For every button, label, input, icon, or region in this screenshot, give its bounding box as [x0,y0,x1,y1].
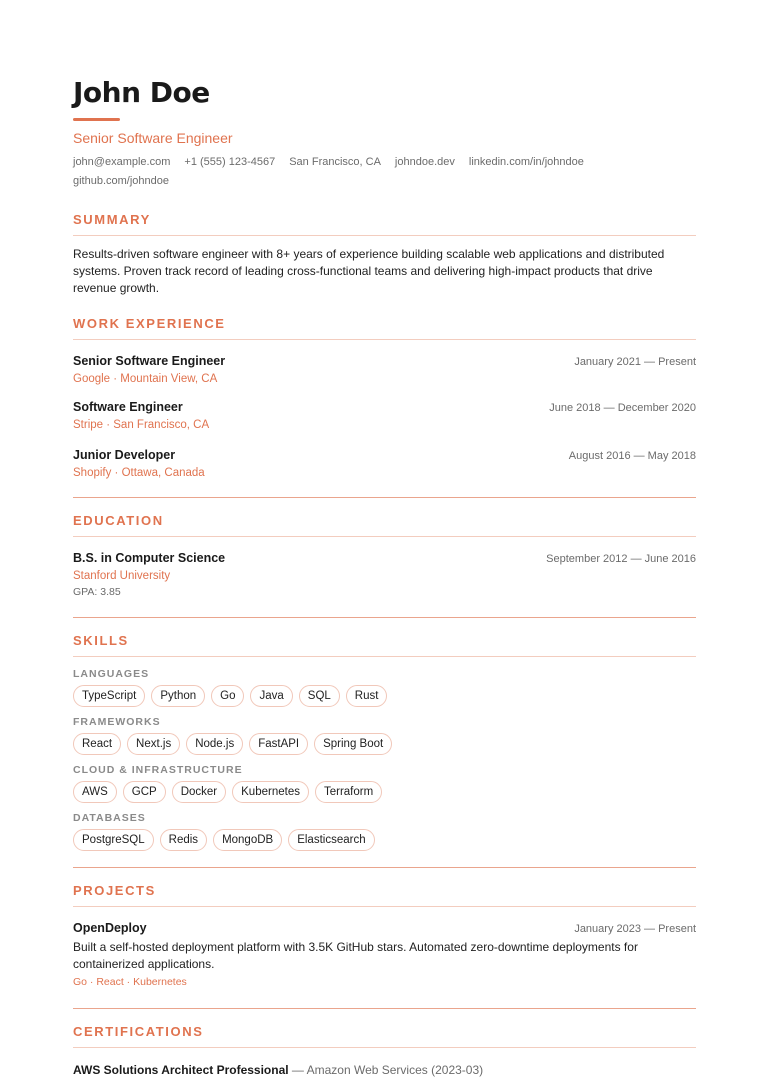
project-tech-stack: Go · React · Kubernetes [73,976,187,988]
skill-group-frameworks [73,715,696,755]
projects-section [73,867,696,990]
summary-section [73,211,696,297]
skill-group-label: LANGUAGES [73,668,150,680]
candidate-title: Senior Software Engineer [73,130,233,146]
experience-entry [73,398,696,434]
skill-chip: Node.js [186,733,243,755]
contact-phone: +1 (555) 123-4567 [184,156,276,168]
skill-chip: Elasticsearch [288,829,374,851]
certification-issuer: — Amazon Web Services (2023-03) [288,1063,484,1077]
skill-chip: TypeScript [73,685,145,707]
project-title: OpenDeploy [73,921,147,935]
summary-text: Results-driven software engineer with 8+ years of experience building scalable web applications and distributed systems. Proven track record of leading cross-functional teams and delivering high-impact products that drive revenue growth. [73,247,665,295]
skills-section [73,617,696,851]
skill-group-databases [73,811,696,851]
skill-chip: AWS [73,781,117,803]
skill-chip: MongoDB [213,829,282,851]
work-experience-section [73,315,696,482]
skill-chip: Rust [346,685,388,707]
skill-group-cloud [73,763,696,803]
skill-group-label: CLOUD & INFRASTRUCTURE [73,764,243,776]
school-name: Stanford University [73,570,171,582]
contact-location: San Francisco, CA [289,156,381,168]
skill-chip: Java [250,685,292,707]
job-dates: June 2018 — December 2020 [549,402,696,414]
contact-github[interactable]: github.com/johndoe [73,175,170,187]
job-company: Google · Mountain View, CA [73,373,218,385]
education-dates: September 2012 — June 2016 [546,553,696,565]
skill-chip: Next.js [127,733,180,755]
skill-chip: Kubernetes [232,781,309,803]
skill-chip: GCP [123,781,166,803]
resume-page [73,76,696,1078]
job-title: Senior Software Engineer [73,354,226,368]
skill-chip-list [73,781,696,803]
education-section [73,497,696,599]
education-entry [73,549,696,599]
skill-chip: Docker [172,781,226,803]
project-description: Built a self-hosted deployment platform with 3.5K GitHub stars. Automated zero-downtime deployments for containerized applications. [73,940,638,971]
skill-chip: Python [151,685,205,707]
name-accent-bar [73,118,120,121]
section-heading: WORK EXPERIENCE [73,315,696,340]
certifications-section [73,1008,696,1078]
job-title: Software Engineer [73,400,183,414]
skill-group-label: FRAMEWORKS [73,716,161,728]
skill-chip: PostgreSQL [73,829,154,851]
job-dates: January 2021 — Present [574,356,696,368]
contact-info [73,153,696,191]
skill-chip-list [73,685,696,707]
skill-chip: Redis [160,829,207,851]
contact-website[interactable]: johndoe.dev [394,156,455,168]
project-entry [73,919,696,990]
job-dates: August 2016 — May 2018 [568,450,696,462]
skill-group-languages [73,667,696,707]
degree-title: B.S. in Computer Science [73,551,226,565]
experience-entry [73,446,696,482]
job-title: Junior Developer [73,448,176,462]
skill-chip: React [73,733,121,755]
job-company: Stripe · San Francisco, CA [73,419,210,431]
skill-group-label: DATABASES [73,812,146,824]
project-dates: January 2023 — Present [574,923,696,935]
skill-chip-list [73,829,696,851]
section-heading: CERTIFICATIONS [73,1023,696,1048]
skill-chip: Spring Boot [314,733,392,755]
certification-name: AWS Solutions Architect Professional [73,1063,289,1077]
section-heading: PROJECTS [73,882,696,907]
skill-chip: SQL [299,685,340,707]
section-heading: SUMMARY [73,211,696,236]
skill-chip: FastAPI [249,733,308,755]
contact-email[interactable]: john@example.com [73,156,171,168]
skill-chip: Terraform [315,781,382,803]
skill-chip-list [73,733,696,755]
skill-chip: Go [211,685,244,707]
gpa: GPA: 3.85 [73,586,121,598]
section-heading: EDUCATION [73,512,696,537]
certification-entry [73,1062,696,1078]
contact-linkedin[interactable]: linkedin.com/in/johndoe [468,156,584,168]
candidate-name: John Doe [73,76,210,109]
section-heading: SKILLS [73,632,696,657]
experience-entry [73,352,696,388]
job-company: Shopify · Ottawa, Canada [73,467,205,479]
